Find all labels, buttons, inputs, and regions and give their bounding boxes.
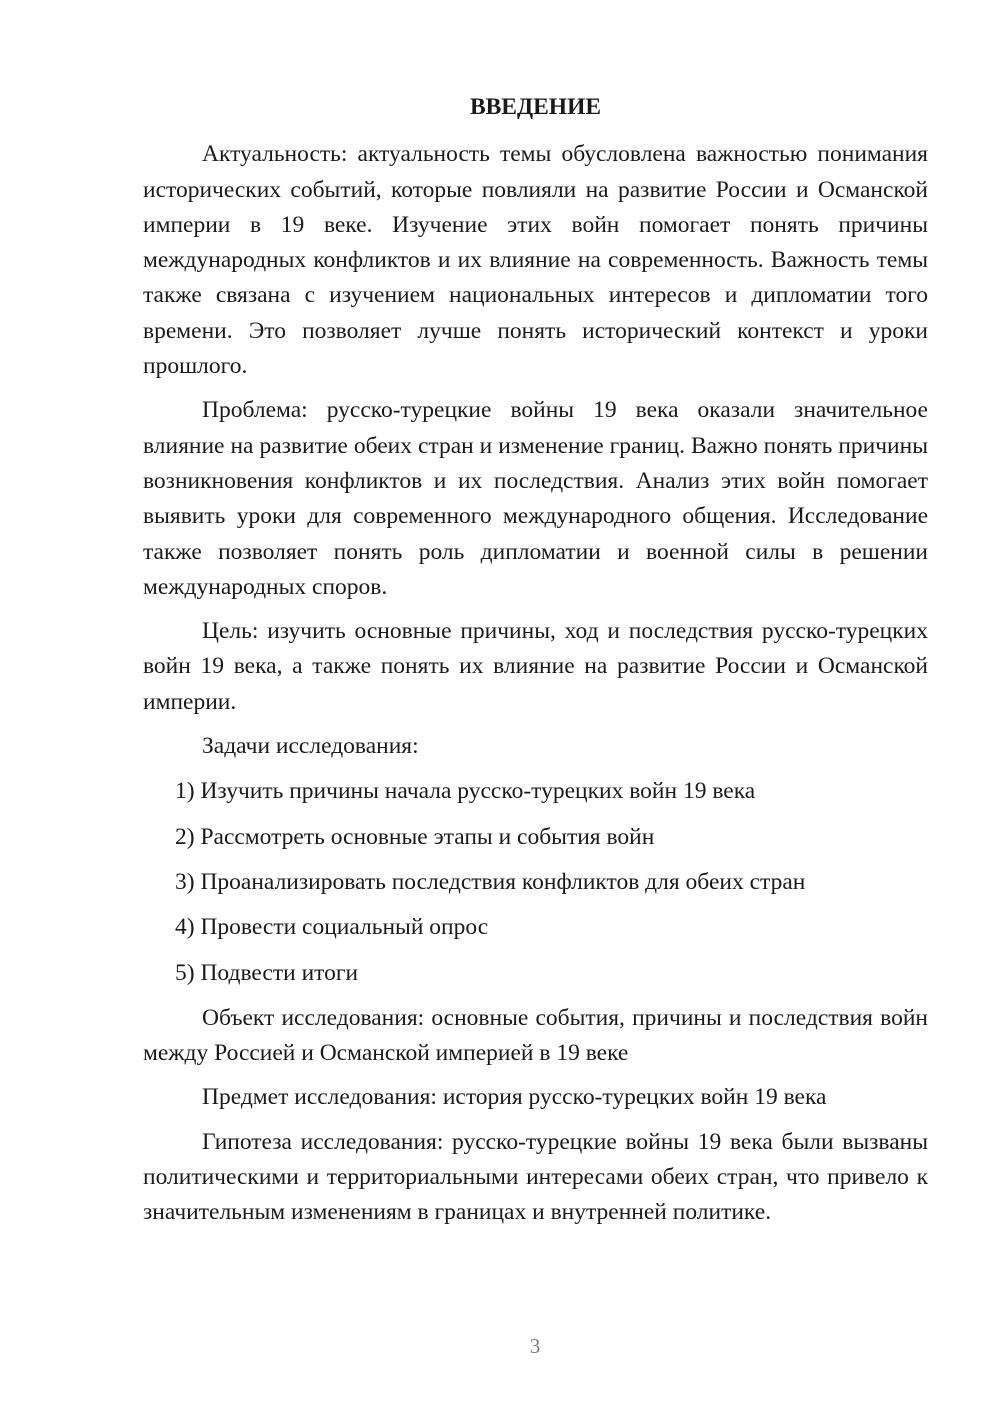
subject-paragraph: Предмет исследования: история русско-турецких войн 19 века [202,1084,827,1111]
relevance-paragraph: Актуальность: актуальность темы обусловлена важностью понимания исторических событий, которые повлияли на развитие России и Османской империи в 19 веке. Изучение этих войн помогает понять причины международных конфликтов и их влияние на современность. Важность темы также связана с изучением национальных интересов и дипломатии того времени. Это позволяет лучше понять исторический контекст и уроки прошлого. [143,141,928,380]
document-body [143,90,928,1231]
hypothesis-paragraph: Гипотеза исследования: русско-турецкие войны 19 века были вызваны политическими и территориальными интересами обеих стран, что привело к значительным изменениям в границах и внутренней политике. [143,1128,928,1226]
list-item: 5) Подвести итоги [175,959,359,986]
object-paragraph: Объект исследования: основные события, причины и последствия войн между Россией и Османской империей в 19 веке [143,1004,928,1067]
list-item: 2) Рассмотреть основные этапы и события войн [175,823,655,850]
goal-paragraph: Цель: изучить основные причины, ход и последствия русско-турецких войн 19 века, а также понять их влияние на развитие России и Османской империи. [143,618,928,715]
page-number: 3 [529,1334,541,1358]
tasks-title: Задачи исследования: [202,733,419,760]
problem-paragraph: Проблема: русско-турецкие войны 19 века оказали значительное влияние на развитие обеих стран и изменение границ. Важно понять причины возникновения конфликтов и их последствия. Анализ этих войн помогает выявить уроки для современного международного общения. Исследование также позволяет понять роль дипломатии и военной силы в решении международных споров. [143,397,928,600]
page-title: ВВЕДЕНИЕ [469,94,602,120]
list-item: 1) Изучить причины начала русско-турецких войн 19 века [175,778,756,805]
list-item: 4) Провести социальный опрос [175,914,489,941]
tasks-list [143,774,928,990]
list-item: 3) Проанализировать последствия конфликтов для обеих стран [175,868,806,895]
